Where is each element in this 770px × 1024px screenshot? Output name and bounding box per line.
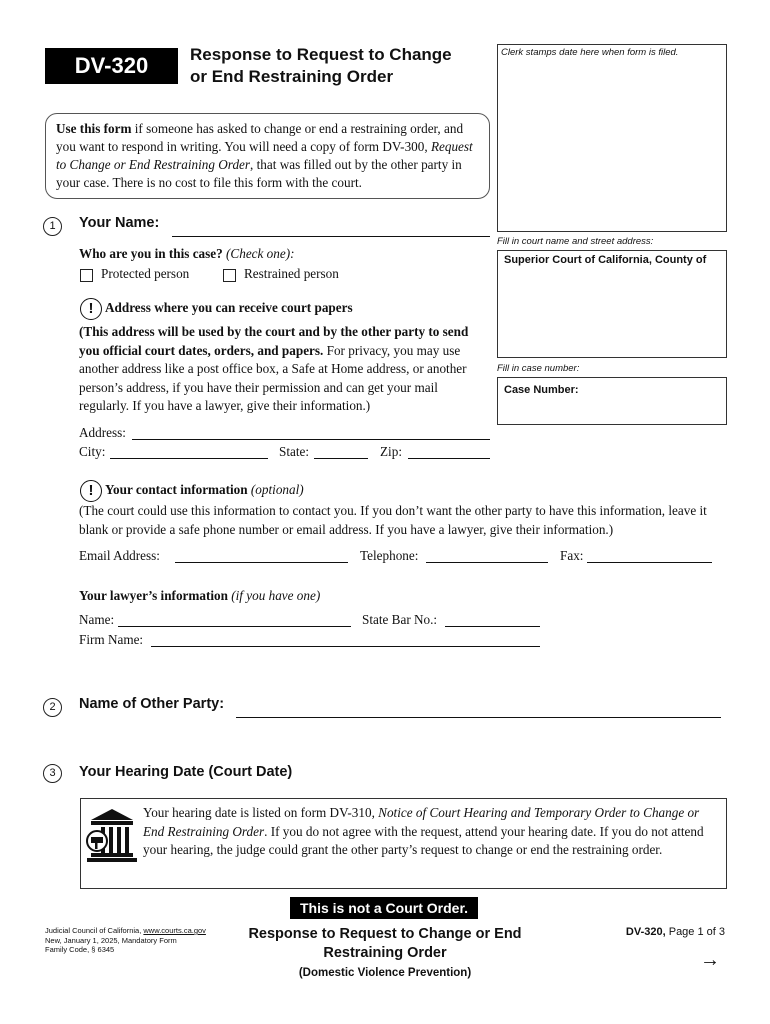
hearing-info-text [143, 804, 718, 860]
case-number-label: Case Number: [504, 384, 579, 396]
intro-text2: , that was filled out by the other party in your case. There is no cost to file this form with the court. [56, 157, 462, 190]
court-label: Superior Court of California, County of [504, 254, 707, 266]
lawyer-name-field[interactable] [118, 614, 351, 627]
warning-icon: ! [80, 298, 102, 320]
your-name-heading: Your Name: [79, 215, 160, 231]
state-field[interactable] [314, 446, 368, 459]
protected-person-label: Protected person [101, 266, 190, 281]
state-bar-label: State Bar No.: [362, 612, 438, 627]
hearing-text1: Your hearing date is listed on form DV-310, [143, 805, 379, 820]
footer-council-line [45, 926, 230, 936]
case-number-hint: Fill in case number: [497, 363, 580, 374]
protected-person-checkbox[interactable] [80, 269, 93, 282]
lawyer-heading-row [79, 587, 320, 606]
restrained-person-label: Restrained person [244, 266, 339, 281]
footer-title [232, 925, 538, 983]
form-title-line2: or End Restraining Order [190, 67, 394, 86]
hearing-date-heading: Your Hearing Date (Court Date) [79, 764, 293, 780]
address-note [79, 323, 489, 416]
zip-field[interactable] [408, 446, 490, 459]
footer-subtitle: (Domestic Violence Prevention) [298, 967, 472, 979]
city-field[interactable] [110, 446, 268, 459]
footer-council: Judicial Council of California, [45, 926, 144, 935]
address-field[interactable] [132, 427, 490, 440]
lawyer-optional: (if you have one) [231, 588, 321, 603]
restrained-person-checkbox[interactable] [223, 269, 236, 282]
intro-text1: if someone has asked to change or end a restraining order, and you want to respond in writing. You will need a copy of form DV-300, [56, 121, 464, 154]
fax-field[interactable] [587, 550, 712, 563]
email-field[interactable] [175, 550, 348, 563]
courthouse-icon [85, 807, 139, 865]
form-number: DV-320 [45, 48, 178, 84]
footer-title-line2: Restraining Order [323, 945, 447, 961]
footer-revised: New, January 1, 2025, Mandatory Form [45, 935, 177, 945]
other-party-heading: Name of Other Party: [79, 696, 225, 712]
footer-left [45, 926, 230, 955]
footer-code: Family Code, § 6345 [45, 945, 115, 954]
court-name-box[interactable] [497, 250, 727, 358]
footer-url-link[interactable]: www.courts.ca.gov [143, 926, 206, 935]
telephone-field[interactable] [426, 550, 548, 563]
clerk-stamp-label: Clerk stamps date here when form is filed. [501, 47, 679, 58]
not-court-order-banner: This is not a Court Order. [290, 897, 478, 919]
firm-name-field[interactable] [151, 634, 540, 647]
form-title-line1: Response to Request to Change [190, 45, 452, 64]
your-name-field[interactable] [172, 222, 490, 237]
footer-form-number: DV-320, [625, 926, 666, 938]
footer-page-number: Page 1 of 3 [665, 926, 725, 938]
lawyer-name-label: Name: [79, 612, 115, 627]
section-1-number: 1 [43, 217, 62, 236]
who-are-you-question [79, 245, 295, 264]
address-note-bold: (This address will be used by the court and by the other party to send you official court dates, orders, and papers. [79, 324, 469, 358]
email-label: Email Address: [79, 548, 160, 563]
contact-heading: Your contact information [105, 482, 248, 497]
intro-lead: Use this form [56, 121, 132, 136]
firm-name-label: Firm Name: [79, 632, 144, 647]
court-hint: Fill in court name and street address: [497, 236, 654, 247]
clerk-stamp-box[interactable] [497, 44, 727, 232]
address-label: Address: [79, 425, 126, 440]
city-label: City: [79, 444, 106, 459]
warning-icon: ! [80, 480, 102, 502]
footer-title-line1: Response to Request to Change or End [248, 926, 522, 942]
next-page-arrow-icon[interactable]: → [700, 949, 720, 971]
lawyer-heading: Your lawyer’s information [79, 588, 228, 603]
contact-optional: (optional) [250, 482, 304, 497]
check-one-note: (Check one): [226, 246, 295, 261]
section-2-number: 2 [43, 698, 62, 717]
hearing-info-box [80, 798, 727, 889]
state-bar-field[interactable] [445, 614, 540, 627]
other-party-field[interactable] [236, 703, 721, 718]
form-title [190, 44, 452, 88]
intro-box [45, 113, 490, 199]
address-note-text: For privacy, you may use another address like a post office box, a Safe at Home address, or another person’s address, if you have their permission and can get your mail regularly. If you have a lawyer, give their information.) [79, 342, 467, 413]
zip-label: Zip: [380, 444, 402, 459]
telephone-label: Telephone: [360, 548, 419, 563]
hearing-form-title: Notice of Court Hearing and Temporary Order to Change or End Restraining Order [143, 805, 700, 839]
address-heading: Address where you can receive court papers [105, 300, 353, 315]
contact-heading-row [105, 481, 304, 500]
hearing-text2: . If you do not agree with the request, attend your hearing date. If you do not attend your hearing, the judge could grant the other party’s request to change or end the restraining order. [143, 823, 704, 857]
contact-note: (The court could use this information to contact you. If you don’t want the other party to have this information, leave it blank or provide a safe phone number or email address. If you have a lawyer, give their information.) [79, 503, 707, 537]
fax-label: Fax: [560, 548, 584, 563]
intro-form-title: Request to Change or End Restraining Order [56, 139, 473, 172]
footer-page-info [560, 926, 725, 938]
state-label: State: [279, 444, 310, 459]
who-are-you-bold: Who are you in this case? [79, 246, 223, 261]
case-number-box[interactable] [497, 377, 727, 425]
section-3-number: 3 [43, 764, 62, 783]
